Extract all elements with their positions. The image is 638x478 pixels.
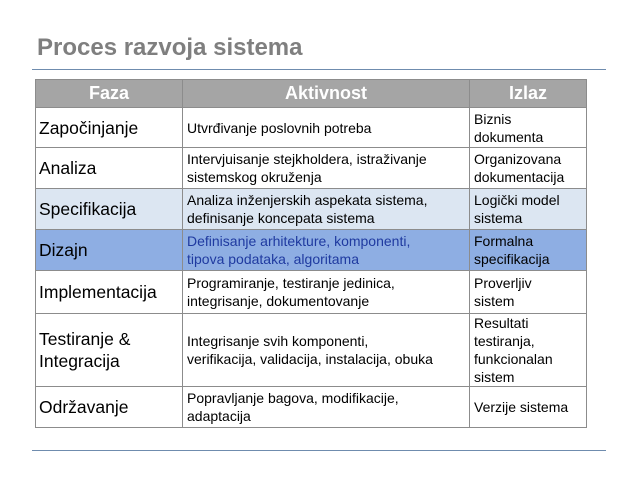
header-izlaz: Izlaz — [470, 80, 587, 108]
activity-cell — [183, 387, 470, 428]
phase-cell — [36, 314, 183, 387]
output-line: sistem — [474, 293, 515, 309]
output-cell — [470, 148, 587, 189]
activity-line: Programiranje, testiranje jedinica, — [187, 275, 395, 291]
phase-cell: Analiza — [36, 148, 183, 189]
output-line: specifikacija — [474, 251, 550, 267]
output-line: Verzije sistema — [474, 399, 569, 415]
phase-cell: Održavanje — [36, 387, 183, 428]
table-row-specifikacija — [36, 189, 587, 230]
activity-cell — [183, 148, 470, 189]
output-line: testiranja, — [474, 333, 535, 349]
activity-line: verifikacija, validacija, instalacija, obuka — [187, 351, 433, 367]
activity-line: adaptacija — [187, 408, 251, 424]
phase-line: Integracija — [39, 351, 120, 371]
footer-divider-line — [32, 450, 606, 451]
activity-line: sistemskog okruženja — [187, 169, 322, 185]
table-row — [36, 314, 587, 387]
output-line: dokumenta — [474, 128, 544, 145]
output-line: Resultati — [474, 315, 529, 331]
output-cell — [470, 271, 587, 314]
table-row — [36, 387, 587, 428]
output-line: Biznis — [474, 110, 512, 127]
output-line: Formalna — [474, 233, 534, 249]
activity-line: Utvrđivanje poslovnih potreba — [187, 119, 372, 136]
output-line: Proverljiv — [474, 275, 532, 291]
table-row — [36, 271, 587, 314]
activity-line: Popravljanje bagova, modifikacije, — [187, 390, 399, 406]
table-row — [36, 108, 587, 148]
activity-cell — [183, 189, 470, 230]
activity-line: tipova podataka, algoritama — [187, 251, 359, 267]
phase-cell: Započinjanje — [36, 108, 183, 148]
process-table — [35, 79, 587, 428]
activity-line: definisanje koncepata sistema — [187, 210, 375, 226]
output-cell — [470, 189, 587, 230]
activity-cell — [183, 108, 470, 148]
slide-title: Proces razvoja sistema — [37, 34, 303, 61]
output-line: dokumentacija — [474, 169, 565, 185]
phase-cell: Implementacija — [36, 271, 183, 314]
activity-line: Intervjuisanje stejkholdera, istraživanje — [187, 151, 427, 167]
header-aktivnost: Aktivnost — [183, 80, 470, 108]
output-line: Organizovana — [474, 151, 562, 167]
output-cell — [470, 108, 587, 148]
activity-cell — [183, 314, 470, 387]
table-row-dizajn-highlighted — [36, 230, 587, 271]
activity-cell — [183, 230, 470, 271]
activity-line: integrisanje, dokumentovanje — [187, 293, 370, 309]
phase-cell: Specifikacija — [36, 189, 183, 230]
output-cell — [470, 387, 587, 428]
activity-line: Analiza inženjerskih aspekata sistema, — [187, 192, 428, 208]
phase-line: Testiranje & — [39, 329, 131, 349]
activity-line: Definisanje arhitekture, komponenti, — [187, 233, 411, 249]
title-divider-line — [32, 69, 606, 70]
activity-cell — [183, 271, 470, 314]
phase-cell: Dizajn — [36, 230, 183, 271]
table-row — [36, 148, 587, 189]
output-line: funkcionalan — [474, 351, 553, 367]
table-header-row — [36, 80, 587, 108]
header-faza: Faza — [36, 80, 183, 108]
output-line: Logički model — [474, 192, 560, 208]
output-line: sistem — [474, 369, 515, 385]
output-line: sistema — [474, 210, 523, 226]
output-cell — [470, 230, 587, 271]
activity-line: Integrisanje svih komponenti, — [187, 333, 369, 349]
output-cell — [470, 314, 587, 387]
